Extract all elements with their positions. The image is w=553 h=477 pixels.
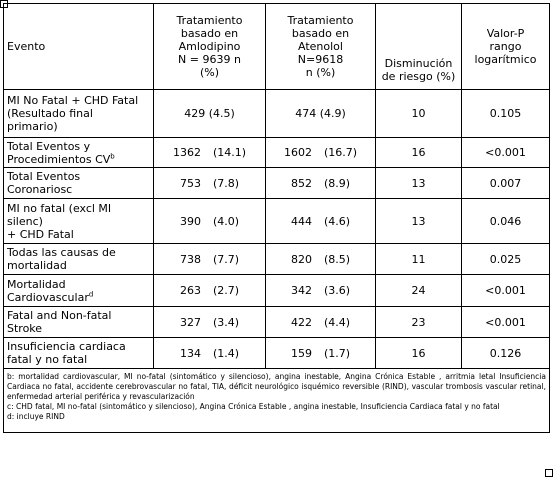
row-label: Total Eventos Coronariosc	[4, 168, 154, 199]
results-table	[3, 3, 550, 433]
atenolol-cell: 1602 (16.7)	[266, 138, 376, 168]
atenolol-cell: 159 (1.7)	[266, 338, 376, 369]
header-row	[4, 4, 550, 90]
atenolol-cell: 820 (8.5)	[266, 244, 376, 275]
valor-p-cell: 0.105	[462, 90, 550, 138]
header-atenolol: Tratamiento basado en Atenolol N=9618 n (%)	[266, 4, 376, 90]
disminucion-cell: 23	[376, 307, 462, 338]
disminucion-cell: 16	[376, 138, 462, 168]
table-row	[4, 307, 550, 338]
disminucion-cell: 24	[376, 275, 462, 307]
atenolol-cell: 342 (3.6)	[266, 275, 376, 307]
atenolol-cell: 422 (4.4)	[266, 307, 376, 338]
row-label: MI No Fatal + CHD Fatal (Resultado final primario)	[4, 90, 154, 138]
valor-p-cell: <0.001	[462, 275, 550, 307]
valor-p-cell: 0.126	[462, 338, 550, 369]
disminucion-cell: 11	[376, 244, 462, 275]
valor-p-cell: <0.001	[462, 138, 550, 168]
footnote-c: c: CHD fatal, MI no-fatal (sintomático y silencioso), Angina Crónica Estable , angina inestable, Insuficiencia Cardiaca fatal y no fatal	[7, 402, 500, 411]
atenolol-cell: 852 (8.9)	[266, 168, 376, 199]
header-disminucion: Disminución de riesgo (%)	[376, 4, 462, 90]
footnotes-row	[4, 369, 550, 433]
header-amlodipino: Tratamiento basado en Amlodipino N = 9639 n (%)	[154, 4, 266, 90]
amlodipino-cell: 429 (4.5)	[154, 90, 266, 138]
resize-handle-icon[interactable]	[545, 469, 553, 477]
header-valor-p: Valor-P rango logarítmico	[462, 4, 550, 90]
amlodipino-cell: 134 (1.4)	[154, 338, 266, 369]
footnote-b: b: mortalidad cardiovascular, MI no-fatal (sintomático y silencioso), angina inestable, Angina Crónica Estable , arritmia letal Insuficiencia Cardiaca no fatal, accidente cerebrovascular no fatal, TIA, déficit neurológico isquémico reversible (RIND), vascular trombosis vascular retinal, enfermedad arterial periférica y revascularización	[7, 372, 546, 401]
amlodipino-cell: 327 (3.4)	[154, 307, 266, 338]
valor-p-cell: <0.001	[462, 307, 550, 338]
valor-p-cell: 0.007	[462, 168, 550, 199]
amlodipino-cell: 738 (7.7)	[154, 244, 266, 275]
atenolol-cell: 474 (4.9)	[266, 90, 376, 138]
table-row	[4, 244, 550, 275]
table-row	[4, 138, 550, 168]
table-row	[4, 90, 550, 138]
row-label: Mortalidad Cardiovascular$^d$	[4, 275, 154, 307]
row-label: Insuficiencia cardiaca fatal y no fatal	[4, 338, 154, 369]
disminucion-cell: 13	[376, 168, 462, 199]
table-row	[4, 338, 550, 369]
footnotes-cell	[4, 369, 550, 433]
table-row	[4, 168, 550, 199]
row-label: Fatal and Non-fatal Stroke	[4, 307, 154, 338]
amlodipino-cell: 753 (7.8)	[154, 168, 266, 199]
amlodipino-cell: 263 (2.7)	[154, 275, 266, 307]
valor-p-cell: 0.025	[462, 244, 550, 275]
amlodipino-cell: 1362 (14.1)	[154, 138, 266, 168]
disminucion-cell: 13	[376, 199, 462, 244]
disminucion-cell: 16	[376, 338, 462, 369]
amlodipino-cell: 390 (4.0)	[154, 199, 266, 244]
row-label: Todas las causas de mortalidad	[4, 244, 154, 275]
table-row	[4, 199, 550, 244]
table-row	[4, 275, 550, 307]
disminucion-cell: 10	[376, 90, 462, 138]
row-label: Total Eventos y Procedimientos CV$^b$	[4, 138, 154, 168]
atenolol-cell: 444 (4.6)	[266, 199, 376, 244]
row-label: MI no fatal (excl MI silenc) + CHD Fatal	[4, 199, 154, 244]
footnote-d: d: incluye RIND	[7, 412, 65, 421]
valor-p-cell: 0.046	[462, 199, 550, 244]
header-evento: Evento	[4, 4, 154, 90]
